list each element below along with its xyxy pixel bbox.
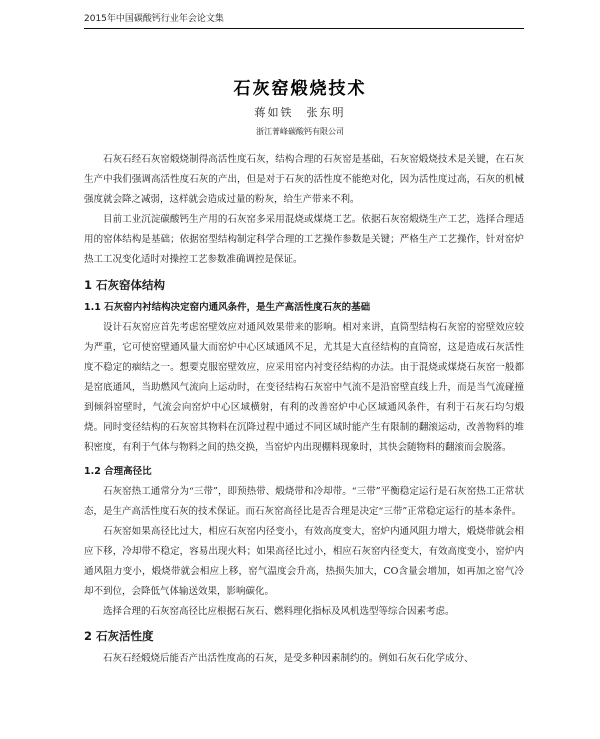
section-2-paragraph-1: 石灰石经煅烧后能否产出活性度高的石灰，是受多种因素制约的。例如石灰石化学成分、 (103, 653, 474, 664)
section-1-2-paragraph-3: 选择合理的石灰窑高径比应根据石灰石、燃料理化指标及风机选型等综合因素考虑。 (103, 606, 455, 617)
paper-authors: 蒋如铁 张东明 (254, 106, 346, 119)
section-heading-1: 1 石灰窑体结构 (84, 278, 166, 292)
section-heading-2: 2 石灰活性度 (84, 629, 154, 643)
paper-title: 石灰窑煅烧技术 (233, 79, 367, 99)
author-affiliation: 浙江菁峰碳酸钙有限公司 (256, 127, 344, 136)
running-header: 2015年中国碳酸钙行业年会论文集 (84, 12, 524, 29)
section-1-1-paragraph: 设计石灰窑应首先考虑窑壁效应对通风效果带来的影响。相对来讲，直筒型结构石灰窑的窑壁效应较为严重，它可使窑壁通风量大而窑炉中心区域通风不足，尤其是大直径结构的直筒窑，这是造成石灰活性度不稳定的痼结之一。想要克服窑壁效应，应采用窑内衬变径结构的办法。由于混烧或煤烧石灰窑一般都是窑底通风，当助燃风气流向上运动时，在变径结构石灰窑中气流不是沿窑壁直线上升，而是当气流碰撞到倾斜窑壁时，气流会向窑炉中心区域横射，有利的改善窑炉中心区域通风条件，有利于石灰石均匀煅烧。同时变径结构的石灰窑其物料在沉降过程中通过不同区域时能产生有限制的翻滚运动，改善物料的堆积密度，有利于气体与物料之间的热交换，当窑炉内出现棚料现象时，其快会随物料的翻滚而会脱落。 (84, 322, 524, 453)
subsection-heading-1-1: 1.1 石灰窑内衬结构决定窑内通风条件，是生产高活性度石灰的基础 (84, 302, 371, 313)
paper-body (84, 150, 524, 669)
section-1-2-paragraph-2: 石灰窑如果高径比过大，相应石灰窑内径变小，有效高度变大，窑炉内通风阻力增大，煅烧带就会相应下移，冷却带不稳定，容易出现火料；如果高径比过小，相应石灰窑内径变大，有效高度变小，窑炉内通风阻力变小，煅烧带就会相应上移，窑气温度会升高，热损失加大，CO含量会增加，如再加之窑气冷却不到位，会降低气体输送效果，影响碳化。 (84, 526, 524, 597)
section-1-2-paragraph-1: 石灰窑热工通常分为“三带”，即预热带、煅烧带和冷却带。“三带”平衡稳定运行是石灰窑热工正常状态，是生产高活性度石灰的技术保证。而石灰窑高径比是否合理是决定“三带”正常稳定运行的基本条件。 (84, 486, 524, 517)
intro-paragraph-1: 石灰石经石灰窑煅烧制得高活性度石灰，结构合理的石灰窑是基础，石灰窑煅烧技术是关键，在石灰生产中我们强调高活性度石灰的产出，但是对于石灰的活性度不能绝对化，因为活性度过高，石灰的机械强度就会降之减弱，这样就会造成过量的粉灰，给生产带来不利。 (84, 154, 524, 205)
subsection-heading-1-2: 1.2 合理高径比 (84, 466, 152, 477)
intro-paragraph-2: 目前工业沉淀碳酸钙生产用的石灰窑多采用混烧或煤烧工艺。依据石灰窑煅烧生产工艺，选择合理适用的窑体结构是基础；依据窑型结构制定科学合理的工艺操作参数是关键；严格生产工艺操作，针对窑炉热工工况变化适时对操控工艺参数准确调控是保证。 (84, 214, 524, 265)
